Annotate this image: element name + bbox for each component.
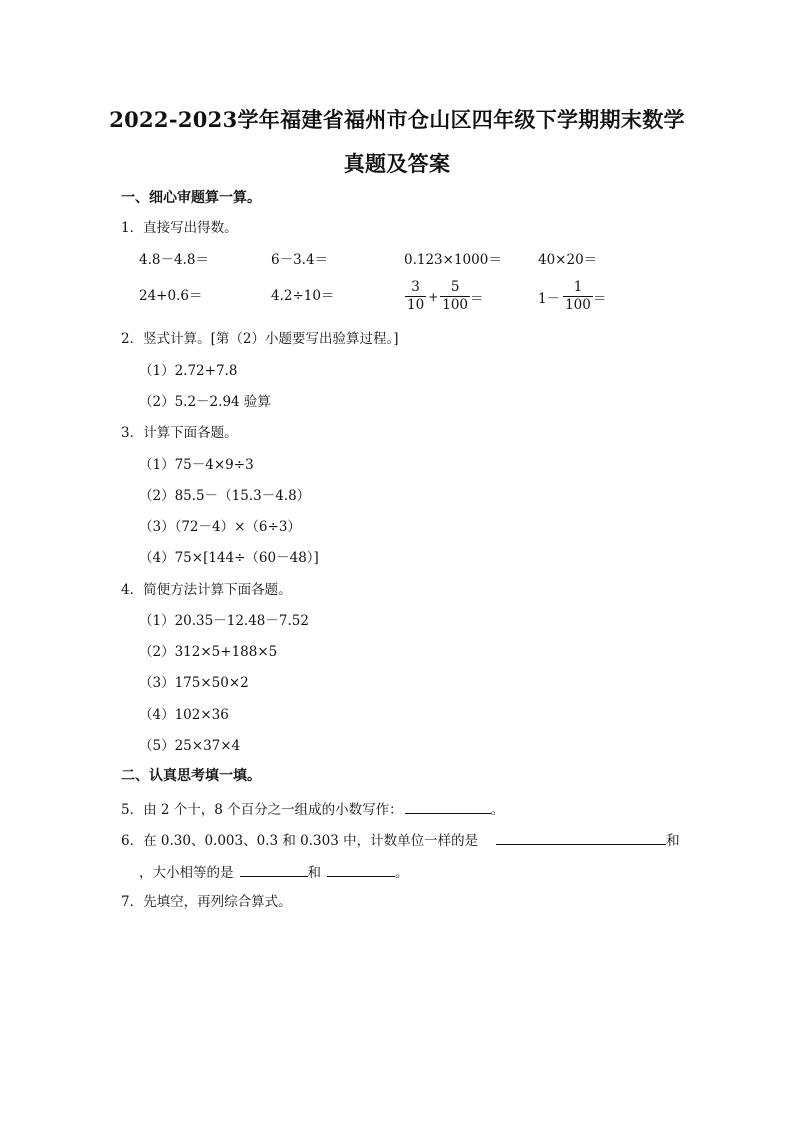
numerator: 1 [573, 279, 583, 295]
question-6-line-1 [121, 830, 680, 850]
equals-sign: ＝ [592, 290, 607, 307]
equals-sign: ＝ [470, 290, 484, 307]
fraction [563, 280, 593, 313]
q3-item: （4）75×[144÷（60－48）] [139, 550, 319, 566]
leading-term: 1－ [538, 290, 561, 307]
q4-item: （1）20.35－12.48－7.52 [139, 613, 309, 629]
section-2-heading: 二、认真思考填一填。 [121, 768, 261, 784]
q1-fraction-sum [405, 280, 484, 313]
sentence-end: 。 [490, 802, 505, 818]
q3-item: （3）（72－4）×（6÷3） [139, 519, 301, 535]
question-5 [121, 799, 504, 819]
q1-item: 4.8－4.8＝ [139, 252, 209, 268]
answer-blank[interactable] [405, 799, 491, 814]
denominator: 100 [442, 297, 469, 313]
question-1-label: 1．直接写出得数。 [121, 220, 238, 236]
numerator: 5 [450, 279, 460, 295]
question-6-line-2 [139, 862, 409, 882]
q1-item: 0.123×1000＝ [404, 252, 502, 268]
denominator: 100 [565, 297, 591, 313]
q1-item: 40×20＝ [538, 252, 598, 268]
answer-blank[interactable] [327, 862, 395, 877]
denominator: 10 [407, 297, 425, 313]
question-7-label: 7．先填空，再列综合算式。 [121, 894, 292, 910]
q4-item: （4）102×36 [139, 707, 229, 723]
question-4-label: 4．简便方法计算下面各题。 [121, 582, 292, 598]
question-3-label: 3．计算下面各题。 [121, 425, 238, 441]
page-title: 2022-2023学年福建省福州市仓山区四年级下学期期末数学 [109, 107, 685, 132]
q1-fraction-difference [538, 280, 606, 313]
q3-item: （2）85.5－（15.3－4.8） [139, 488, 311, 504]
question-5-text: 5．由 2 个十，8 个百分之一组成的小数写作： [121, 802, 403, 818]
page-subtitle: 真题及答案 [343, 151, 451, 176]
fraction [405, 280, 426, 313]
q4-item: （5）25×37×4 [139, 738, 241, 754]
answer-blank[interactable] [496, 830, 666, 845]
fraction [440, 280, 470, 313]
q1-item: 4.2÷10＝ [271, 288, 335, 304]
q2-item: （2）5.2－2.94 验算 [139, 394, 271, 410]
section-1-heading: 一、细心审题算一算。 [121, 190, 261, 206]
question-6-text: 6．在 0.30、0.003、0.3 和 0.303 中，计数单位一样的是 [121, 833, 479, 849]
and-word: 和 [307, 865, 321, 881]
and-word: 和 [666, 833, 680, 849]
q3-item: （1）75－4×9÷3 [139, 457, 254, 473]
q1-item: 6－3.4＝ [271, 252, 329, 268]
q4-item: （3）175×50×2 [139, 675, 249, 691]
answer-blank[interactable] [240, 862, 308, 877]
sentence-end: 。 [395, 865, 409, 881]
question-2-label: 2．竖式计算。[第（2）小题要写出验算过程。] [121, 331, 399, 347]
plus-sign: + [428, 289, 439, 304]
question-6-text-2: ，大小相等的是 [139, 865, 234, 881]
q4-item: （2）312×5+188×5 [139, 644, 278, 660]
numerator: 3 [411, 279, 420, 295]
q2-item: （1）2.72+7.8 [139, 363, 238, 379]
q1-item: 24+0.6＝ [139, 288, 203, 304]
